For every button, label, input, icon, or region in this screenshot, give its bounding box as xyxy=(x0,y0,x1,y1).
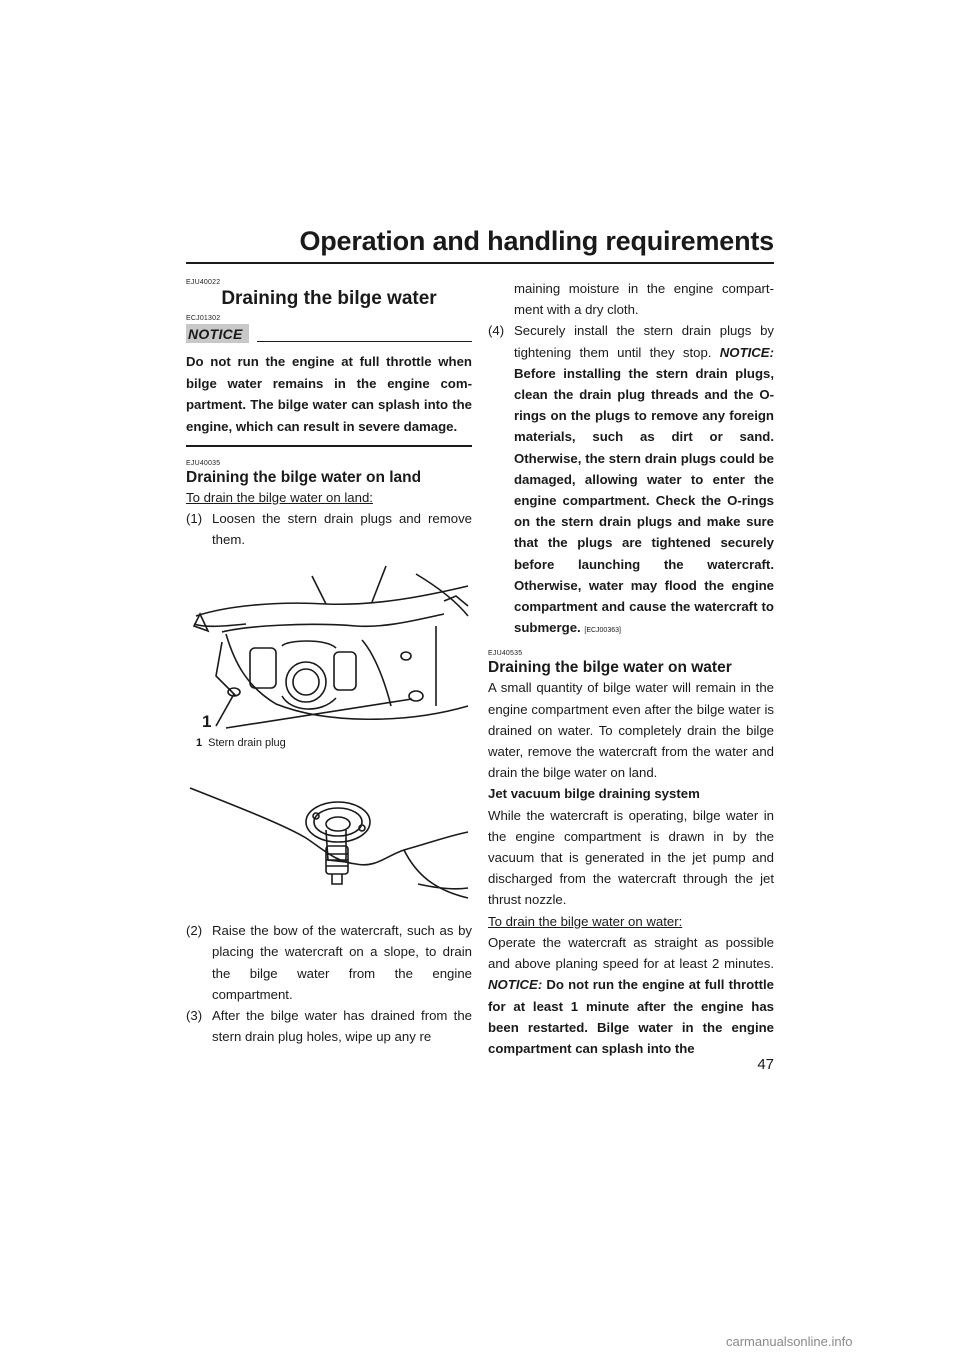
step-4-notice-text: Before installing the stern drain plugs, clean the drain plug threads and the O-rings on the plugs to remove any foreign materials, such as dirt or sand. Otherwise, the stern drain plugs could be damaged, allowing water to enter the engine compartment. Check the O-rings on the stern drain plugs and make sure that the plugs are tightened securely before launching the watercraft. Otherwise, water may flood the engine compartment and cause the watercraft to submerge. xyxy=(514,365,774,636)
step-3-continued xyxy=(488,278,774,320)
header-rule xyxy=(186,262,774,264)
right-column xyxy=(488,278,774,1059)
water-paragraph-3-text: Operate the watercraft as straight as possible and above planing speed for at least 2 minutes. xyxy=(488,934,774,972)
caption-number: 1 xyxy=(196,737,203,750)
notice-header xyxy=(186,324,472,343)
figure-callout-1: 1 xyxy=(202,712,212,732)
jet-vacuum-title: Jet vacuum bilge draining system xyxy=(488,786,700,802)
step-1-number: (1) xyxy=(186,510,203,526)
step-3-continued-text: maining moisture in the engine compartment with a dry cloth. xyxy=(514,281,774,318)
notice-bottom-rule xyxy=(186,445,472,447)
caption-text: Stern drain plug xyxy=(208,737,286,750)
water-notice-label: NOTICE: xyxy=(488,977,543,993)
water-intro: To drain the bilge water on water: xyxy=(488,913,683,929)
figure-caption xyxy=(196,736,472,750)
page-number: 47 xyxy=(757,1056,774,1073)
step-3-number: (3) xyxy=(186,1007,203,1023)
subsection-code-water: EJU40535 xyxy=(488,650,523,658)
step-4-text: Securely install the stern drain plugs by tightening them until they stop. xyxy=(514,323,774,360)
section-code: EJU40022 xyxy=(186,279,221,286)
section-title: Draining the bilge water xyxy=(221,288,437,309)
notice-rule xyxy=(257,341,472,343)
subsection-title-land: Draining the bilge water on land xyxy=(186,468,422,486)
stern-illustration xyxy=(186,556,472,734)
page-header-title: Operation and handling requirements xyxy=(299,226,774,256)
subsection-title-water: Draining the bilge water on water xyxy=(488,659,732,677)
step-4 xyxy=(488,320,774,641)
step-1 xyxy=(186,508,472,550)
watermark: carmanualsonline.info xyxy=(726,1334,853,1349)
step-2-number: (2) xyxy=(186,923,203,939)
step-2 xyxy=(186,920,472,1005)
figure-drain-plug-detail xyxy=(186,764,472,914)
drain-plug-illustration xyxy=(186,764,472,914)
water-paragraph-1: A small quantity of bilge water will remain in the engine compartment even after the bilge water is drained on water. To completely drain the bilge water, remove the watercraft from the water and drain the bilge water on land. xyxy=(488,680,774,781)
water-paragraph-2: While the watercraft is operating, bilge water in the engine compartment is drawn in by the vacuum that is generated in the jet pump and discharged from the watercraft through the jet thrust nozzle. xyxy=(488,807,774,908)
step-2-text: Raise the bow of the watercraft, such as by placing the watercraft on a slope, to drain the bilge water from the engine compartment. xyxy=(212,923,472,1002)
notice-text: Do not run the engine at full throttle when bilge water remains in the engine compartment. The bilge water can splash into the engine, which can result in severe damage. xyxy=(186,354,472,434)
notice-code: ECJ01302 xyxy=(186,315,221,322)
figure-stern-drain-plugs xyxy=(186,556,472,734)
step-3-text: After the bilge water has drained from the stern drain plug holes, wipe up any re xyxy=(212,1007,472,1045)
water-notice-text: Do not run the engine at full throttle for at least 1 minute after the engine has been restarted. Bilge water in the engine compartment can splash into the xyxy=(488,977,774,1056)
notice-badge: NOTICE xyxy=(186,324,249,343)
water-paragraph-3 xyxy=(488,932,774,1059)
subsection-code: EJU40035 xyxy=(186,459,221,467)
left-column xyxy=(186,278,472,1047)
step-1-text: Loosen the stern drain plugs and remove them. xyxy=(212,510,472,547)
step-4-code: [ECJ00363] xyxy=(584,627,621,635)
land-intro: To drain the bilge water on land: xyxy=(186,489,373,505)
step-4-number: (4) xyxy=(488,323,505,339)
step-3 xyxy=(186,1005,472,1047)
step-4-notice-label: NOTICE: xyxy=(719,344,774,360)
